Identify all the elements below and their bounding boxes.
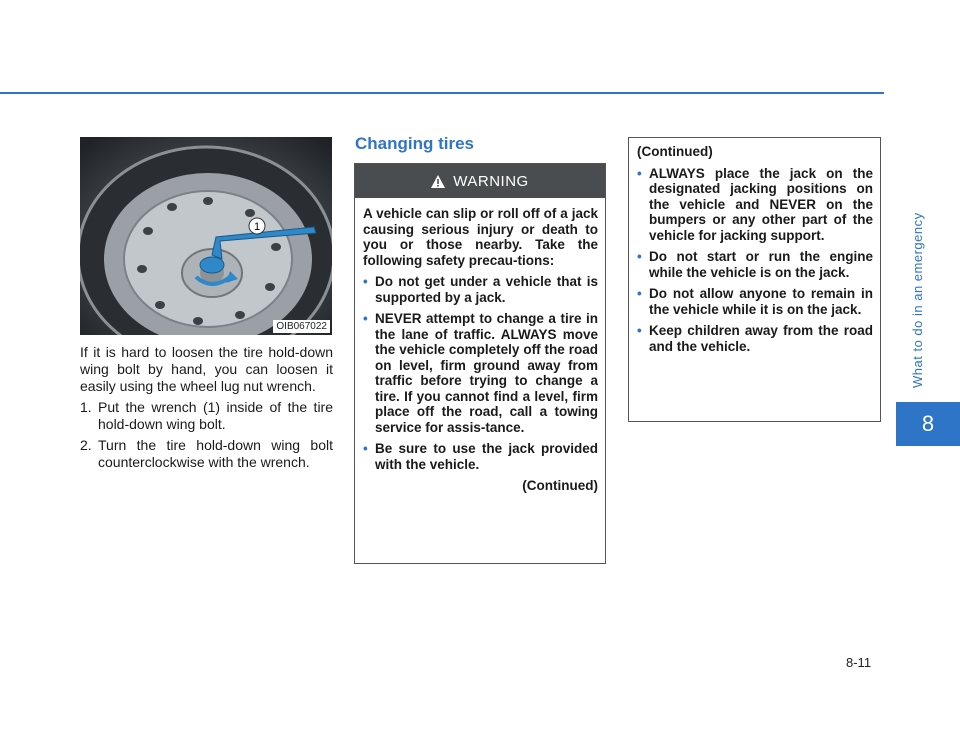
- step-text: Turn the tire hold-down wing bolt counterclockwise with the wrench.: [98, 437, 333, 470]
- spare-tire-figure: [80, 137, 332, 335]
- bullet-item: [637, 249, 873, 280]
- bullet-icon: •: [637, 323, 642, 338]
- warning-body: [355, 198, 605, 494]
- bullet-item: [637, 286, 873, 317]
- warning-bullets: [363, 274, 598, 472]
- chapter-number: 8: [896, 402, 960, 446]
- bullet-text: Keep children away from the road and the vehicle.: [649, 323, 873, 354]
- bullet-icon: •: [363, 311, 368, 326]
- callout-number: 1: [253, 221, 261, 233]
- bullet-icon: •: [363, 274, 368, 289]
- bullet-icon: •: [637, 286, 642, 301]
- figure-code: OIB067022: [273, 320, 330, 333]
- warning-triangle-icon: [431, 175, 445, 188]
- bullet-item: [363, 274, 598, 305]
- step-number: 2.: [80, 437, 92, 453]
- page-number: 8-11: [846, 655, 872, 670]
- step-text: Put the wrench (1) inside of the tire hold-down wing bolt.: [98, 399, 333, 432]
- bullet-text: ALWAYS place the jack on the designated jacking positions on the vehicle and NEVER on the bumpers or any other part of the vehicle for jacking support.: [649, 165, 873, 243]
- intro-paragraph: If it is hard to loosen the tire hold-down wing bolt by hand, you can loosen it easily using the wheel lug nut wrench.: [80, 344, 333, 394]
- warning-box: [354, 163, 606, 564]
- header-rule: [0, 92, 884, 94]
- bullet-text: Do not get under a vehicle that is supported by a jack.: [375, 274, 598, 305]
- continued-label: (Continued): [522, 478, 598, 493]
- continued-warning-box: [628, 137, 881, 422]
- section-title: Changing tires: [355, 134, 475, 153]
- warning-title: WARNING: [453, 172, 529, 190]
- bullet-item: [363, 441, 598, 472]
- continued-bullets: [637, 166, 873, 355]
- step-item: [80, 399, 333, 433]
- continued-body: [629, 138, 880, 354]
- step-list: [80, 399, 333, 471]
- step-number: 1.: [80, 399, 92, 415]
- bullet-icon: •: [363, 441, 368, 456]
- bullet-icon: •: [637, 165, 642, 181]
- bullet-item: [637, 323, 873, 354]
- instructions: [80, 344, 333, 475]
- warning-intro: A vehicle can slip or roll off of a jack causing serious injury or death to you or those nearby. Take the following safety precau-tions:: [363, 206, 598, 268]
- spare-tire-illustration: [80, 137, 332, 335]
- bullet-text: Do not allow anyone to remain in the vehicle while it is on the jack.: [649, 286, 873, 317]
- section-label: What to do in an emergency: [910, 212, 925, 388]
- warning-header: [355, 164, 605, 198]
- bullet-item: [363, 311, 598, 435]
- bullet-icon: •: [637, 249, 642, 264]
- bullet-text: NEVER attempt to change a tire in the lane of traffic. ALWAYS move the vehicle completely off the road on level, firm ground away from traffic before trying to change a tire. If you cannot find a level, firm place off the road, call a towing service for assis-tance.: [375, 311, 598, 435]
- callout-marker: [248, 217, 266, 235]
- bullet-item: [637, 166, 873, 244]
- bullet-text: Do not start or run the engine while the vehicle is on the jack.: [649, 249, 873, 280]
- continued-heading: (Continued): [637, 144, 713, 159]
- bullet-text: Be sure to use the jack provided with the vehicle.: [375, 441, 598, 472]
- step-item: [80, 437, 333, 471]
